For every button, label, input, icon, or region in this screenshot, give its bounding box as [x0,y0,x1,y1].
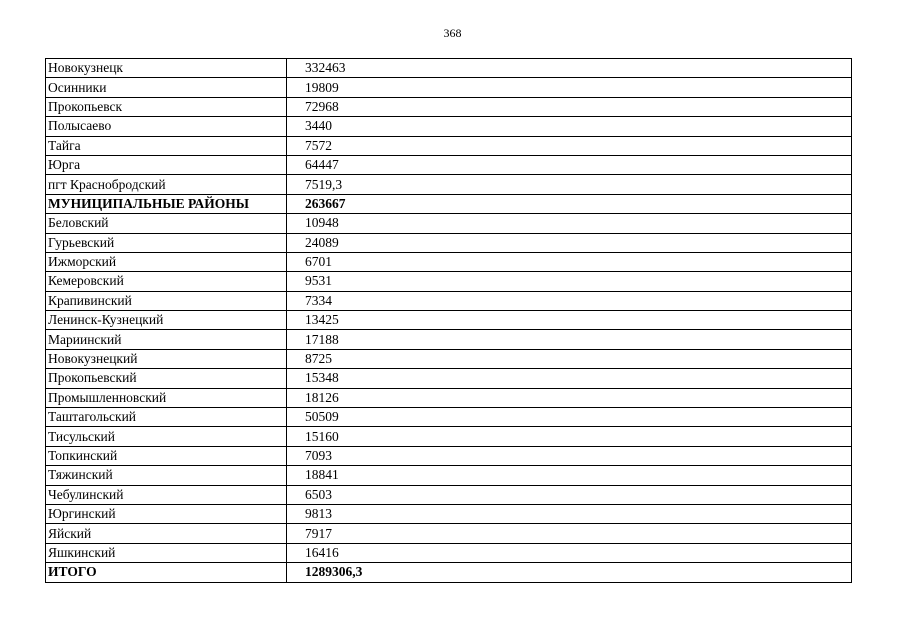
row-value-cell: 1289306,3 [287,563,852,582]
table-row [46,78,852,97]
row-name-cell: Промышленновский [46,388,287,407]
row-name-cell: Юргинский [46,504,287,523]
row-value-cell: 19809 [287,78,852,97]
row-name-cell: МУНИЦИПАЛЬНЫЕ РАЙОНЫ [46,194,287,213]
row-value-cell: 7093 [287,446,852,465]
table-row [46,504,852,523]
table-row [46,330,852,349]
row-value-cell: 7334 [287,291,852,310]
page-number: 368 [443,26,462,40]
table-row [46,427,852,446]
table-row [46,543,852,562]
row-name-cell: Новокузнецкий [46,349,287,368]
row-value-cell: 18126 [287,388,852,407]
data-table [45,58,852,583]
row-value-cell: 18841 [287,466,852,485]
table-row [46,233,852,252]
table-row [46,117,852,136]
row-value-cell: 10948 [287,214,852,233]
row-value-cell: 24089 [287,233,852,252]
table-row [46,136,852,155]
table-row [46,349,852,368]
row-name-cell: Таштагольский [46,408,287,427]
row-name-cell: Мариинский [46,330,287,349]
row-value-cell: 3440 [287,117,852,136]
table-row [46,97,852,116]
table-row-total [46,194,852,213]
row-name-cell: Новокузнецк [46,59,287,78]
row-value-cell: 7572 [287,136,852,155]
row-name-cell: Ленинск-Кузнецкий [46,311,287,330]
row-name-cell: Прокопьевский [46,369,287,388]
row-value-cell: 9531 [287,272,852,291]
table-row [46,291,852,310]
row-value-cell: 6701 [287,252,852,271]
row-name-cell: Яшкинский [46,543,287,562]
row-name-cell: Юрга [46,155,287,174]
row-value-cell: 72968 [287,97,852,116]
row-value-cell: 50509 [287,408,852,427]
row-value-cell: 17188 [287,330,852,349]
table-row [46,175,852,194]
row-name-cell: Крапивинский [46,291,287,310]
table-row [46,214,852,233]
row-name-cell: Осинники [46,78,287,97]
row-value-cell: 15160 [287,427,852,446]
table-row [46,155,852,174]
row-value-cell: 7519,3 [287,175,852,194]
row-value-cell: 9813 [287,504,852,523]
row-name-cell: ИТОГО [46,563,287,582]
row-name-cell: пгт Краснобродский [46,175,287,194]
row-value-cell: 13425 [287,311,852,330]
row-value-cell: 263667 [287,194,852,213]
table-body [46,59,852,583]
row-name-cell: Тисульский [46,427,287,446]
row-value-cell: 64447 [287,155,852,174]
table-row-total [46,563,852,582]
table-row [46,524,852,543]
row-value-cell: 8725 [287,349,852,368]
table-row [46,446,852,465]
table-row [46,408,852,427]
table-row [46,466,852,485]
table-row [46,485,852,504]
row-name-cell: Яйский [46,524,287,543]
row-name-cell: Чебулинский [46,485,287,504]
row-name-cell: Тайга [46,136,287,155]
row-value-cell: 6503 [287,485,852,504]
table-row [46,252,852,271]
row-name-cell: Гурьевский [46,233,287,252]
row-name-cell: Прокопьевск [46,97,287,116]
row-name-cell: Тяжинский [46,466,287,485]
row-name-cell: Топкинский [46,446,287,465]
row-name-cell: Ижморский [46,252,287,271]
table-row [46,311,852,330]
row-value-cell: 7917 [287,524,852,543]
row-name-cell: Кемеровский [46,272,287,291]
table-row [46,388,852,407]
table-row [46,369,852,388]
row-value-cell: 15348 [287,369,852,388]
table-row [46,59,852,78]
table-row [46,272,852,291]
row-name-cell: Полысаево [46,117,287,136]
row-name-cell: Беловский [46,214,287,233]
row-value-cell: 16416 [287,543,852,562]
row-value-cell: 332463 [287,59,852,78]
